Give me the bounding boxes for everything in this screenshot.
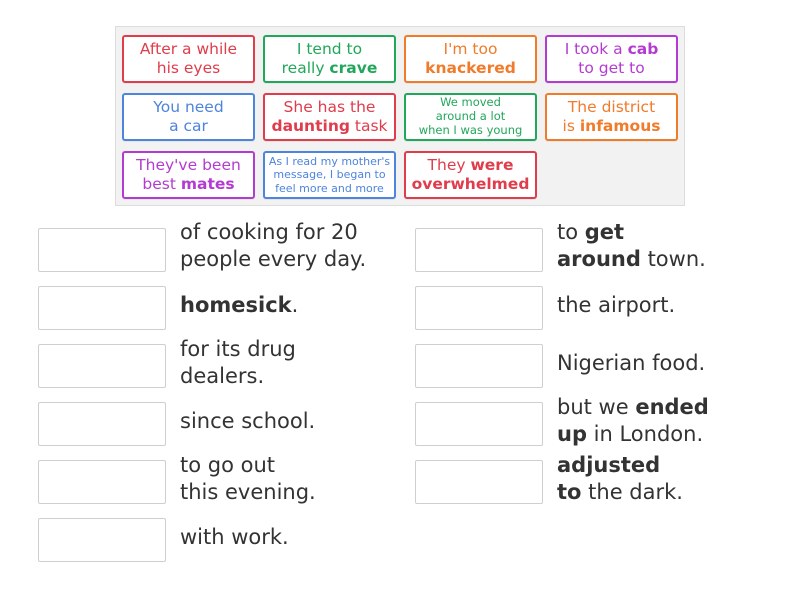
answer-card[interactable] — [545, 35, 678, 83]
text: his eyes — [156, 59, 221, 77]
text-line — [271, 117, 387, 136]
text: really — [281, 59, 330, 77]
text-line — [297, 40, 362, 59]
text-line — [180, 408, 315, 435]
clue-text — [557, 292, 675, 319]
text-line — [436, 110, 506, 124]
clue-text — [180, 524, 289, 551]
text-line — [565, 40, 659, 59]
answer-bank — [115, 26, 685, 206]
text-line — [440, 96, 501, 110]
text-line — [563, 117, 661, 136]
bold-text: daunting — [271, 117, 350, 135]
text: After a while — [139, 40, 238, 59]
answer-card[interactable] — [404, 151, 537, 199]
text: best — [142, 175, 181, 193]
text-line — [180, 292, 298, 319]
bold-text: were — [470, 156, 514, 175]
bold-text: crave — [329, 59, 378, 77]
text-line — [282, 59, 378, 78]
text-line — [419, 124, 523, 138]
text-line — [180, 336, 296, 363]
text: since school. — [180, 409, 316, 433]
text-line — [275, 182, 384, 195]
drop-slot[interactable] — [38, 344, 166, 388]
text: people every day. — [180, 247, 367, 271]
answer-card[interactable] — [122, 93, 255, 141]
clue-text — [180, 336, 296, 390]
text: around a lot — [435, 109, 506, 124]
text: You need — [153, 98, 224, 117]
text: the dark. — [581, 480, 683, 504]
text-line — [157, 59, 220, 78]
answer-card[interactable] — [263, 93, 396, 141]
text-line — [557, 421, 709, 448]
text-line — [444, 40, 498, 59]
text-line — [180, 219, 366, 246]
text: They — [427, 156, 471, 175]
bold-text: cab — [627, 40, 659, 59]
clue-text — [557, 219, 706, 273]
bold-text: get — [584, 220, 625, 244]
clue-text — [557, 394, 709, 448]
text-line — [153, 98, 223, 117]
text-line — [269, 155, 390, 168]
drop-slot[interactable] — [415, 286, 543, 330]
text: I'm too — [443, 40, 498, 59]
text-line — [425, 59, 516, 78]
text: in London. — [586, 422, 704, 446]
text: to get to — [578, 59, 645, 77]
text-line — [180, 363, 296, 390]
clue-text — [557, 350, 705, 377]
drop-slot[interactable] — [38, 518, 166, 562]
text: As I read my mother's — [268, 155, 391, 169]
text: . — [291, 293, 299, 317]
text-line — [284, 98, 376, 117]
text-line — [140, 40, 237, 59]
text: We moved — [440, 95, 501, 110]
text-line — [568, 98, 655, 117]
clue-text — [180, 452, 316, 506]
text-line — [557, 452, 683, 479]
bold-text: infamous — [579, 117, 661, 135]
text: to go out — [180, 453, 276, 477]
text-line — [557, 350, 705, 377]
text: when I was young — [418, 122, 523, 137]
answer-card[interactable] — [263, 35, 396, 83]
answer-card[interactable] — [263, 151, 396, 199]
text: for its drug — [180, 337, 296, 361]
answer-card[interactable] — [122, 35, 255, 83]
text-line — [557, 292, 675, 319]
text-line — [180, 246, 366, 273]
bold-text: knackered — [425, 59, 516, 77]
text: task — [349, 117, 388, 135]
drop-slot[interactable] — [415, 460, 543, 504]
text: The district — [567, 98, 656, 117]
bold-text: around — [557, 247, 641, 271]
text: She has the — [283, 98, 376, 117]
text-line — [180, 479, 316, 506]
text-line — [273, 168, 385, 181]
bold-text: ended — [635, 395, 709, 419]
text: with work. — [180, 525, 289, 549]
text-line — [557, 394, 709, 421]
text-line — [180, 524, 289, 551]
text-line — [557, 246, 706, 273]
text-line — [412, 175, 530, 194]
text-line — [557, 479, 683, 506]
answer-card[interactable] — [404, 35, 537, 83]
text-line — [557, 219, 706, 246]
text: town. — [640, 247, 706, 271]
clue-text — [180, 219, 366, 273]
drop-slot[interactable] — [38, 286, 166, 330]
text: I tend to — [296, 40, 363, 59]
drop-slot[interactable] — [415, 344, 543, 388]
clue-text — [180, 408, 315, 435]
text: is — [562, 117, 580, 135]
bold-text: overwhelmed — [411, 175, 530, 193]
answer-card[interactable] — [122, 151, 255, 199]
text: a car — [169, 117, 208, 135]
text-line — [169, 117, 208, 136]
text: of cooking for 20 — [180, 220, 358, 244]
drop-slot[interactable] — [38, 228, 166, 272]
drop-slot[interactable] — [38, 402, 166, 446]
text: I took a — [564, 40, 628, 59]
text: message, I began to — [273, 168, 386, 182]
text-line — [180, 452, 316, 479]
text: the airport. — [557, 293, 676, 317]
drop-slot[interactable] — [415, 402, 543, 446]
text-line — [136, 156, 241, 175]
text-line — [428, 156, 514, 175]
bold-text: to — [557, 480, 582, 504]
text: Nigerian food. — [557, 351, 706, 375]
drop-slot[interactable] — [38, 460, 166, 504]
text: feel more and more — [275, 181, 384, 195]
text: but we — [557, 395, 636, 419]
answer-card[interactable] — [545, 93, 678, 141]
text: dealers. — [180, 364, 265, 388]
bold-text: homesick — [180, 293, 292, 317]
drop-slot[interactable] — [415, 228, 543, 272]
text: They've been — [136, 156, 241, 175]
answer-card[interactable] — [404, 93, 537, 141]
clue-text — [180, 292, 298, 319]
bold-text: adjusted — [557, 453, 661, 477]
text-line — [578, 59, 644, 78]
clue-text — [557, 452, 683, 506]
bold-text: mates — [180, 175, 235, 193]
bold-text: up — [557, 422, 587, 446]
text-line — [142, 175, 234, 194]
text: this evening. — [180, 480, 316, 504]
text: to — [557, 220, 585, 244]
